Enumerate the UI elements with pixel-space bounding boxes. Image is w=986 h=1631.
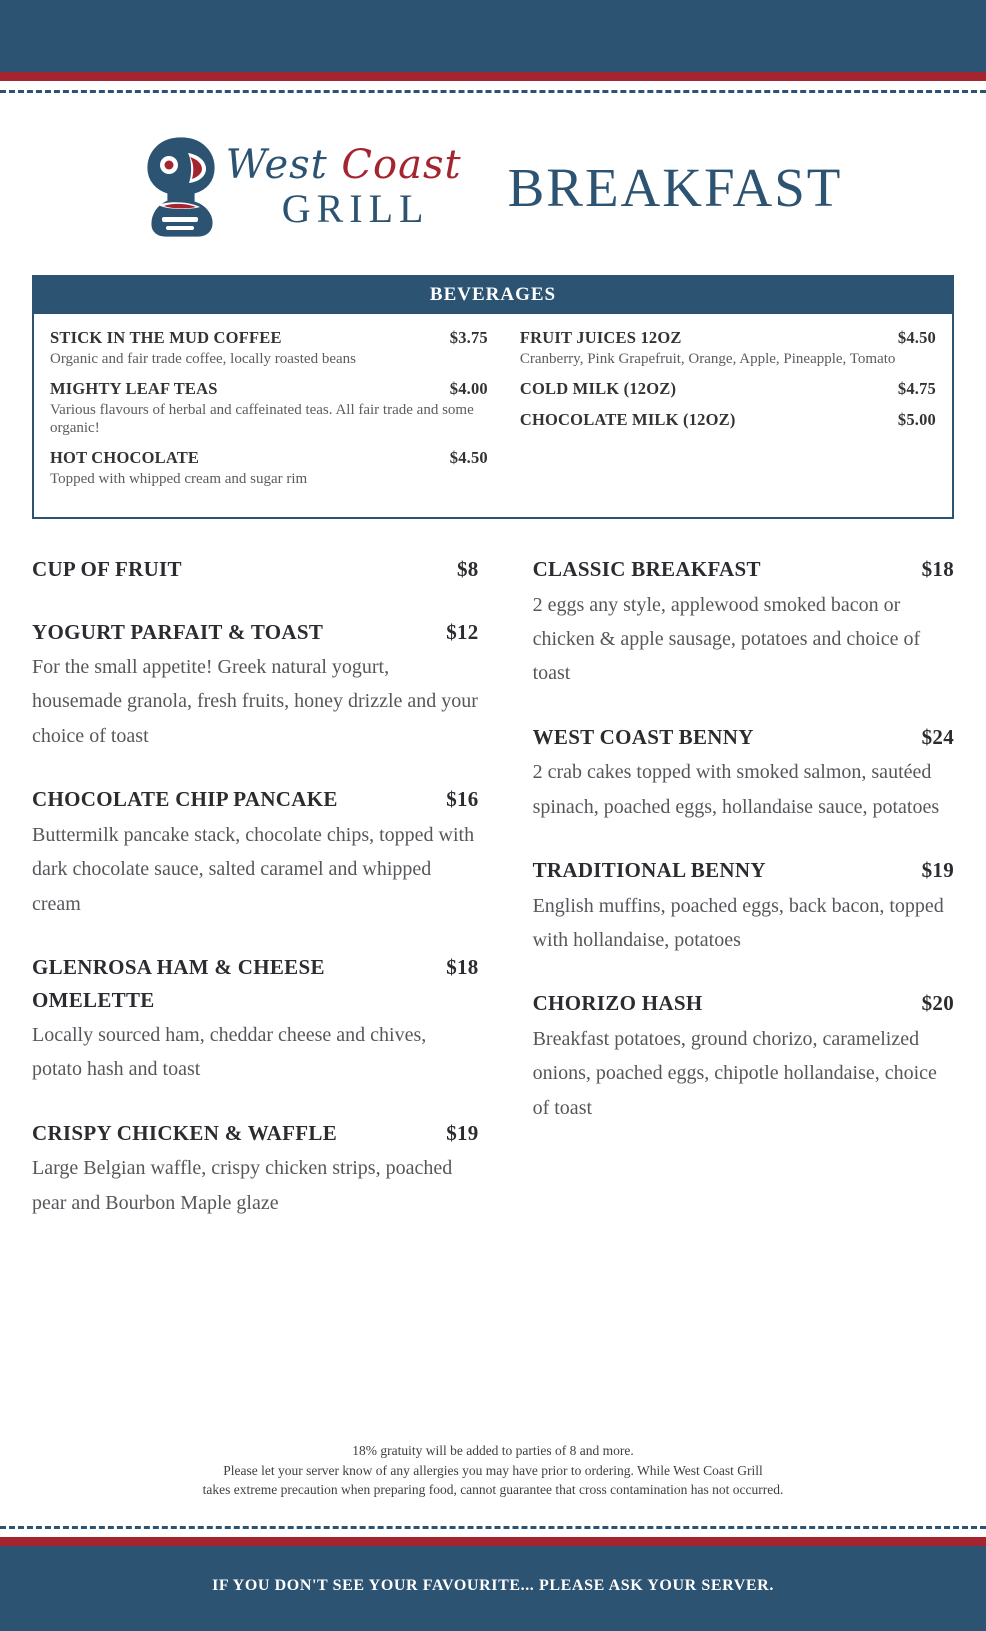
menu-item-price: $16 [446, 787, 479, 812]
menu-item [533, 854, 954, 957]
menu-item-name: TRADITIONAL BENNY [532, 858, 766, 883]
footer-note-line-3: takes extreme precaution when preparing food, cannot guarantee that cross contamination has not occurred. [202, 1482, 784, 1498]
menu-item-description: Breakfast potatoes, ground chorizo, caramelized onions, poached eggs, chipotle hollandaise, choice of toast [532, 1027, 937, 1119]
menu-item-name: CRISPY CHICKEN & WAFFLE [32, 1120, 338, 1145]
beverage-price: $4.50 [449, 448, 488, 467]
beverage-price: $5.00 [897, 410, 936, 429]
menu-item-price: $19 [921, 858, 954, 883]
bottom-dashed-divider [0, 1526, 986, 1529]
menu-item-description: Large Belgian waffle, crispy chicken strips, poached pear and Bourbon Maple glaze [32, 1157, 453, 1214]
menu-item-description: For the small appetite! Greek natural yogurt, housemade granola, fresh fruits, honey drizzle and your choice of toast [32, 656, 478, 747]
menu-item-price: $18 [921, 557, 954, 581]
menu-item-price: $12 [446, 619, 479, 644]
breakfast-menu [32, 553, 954, 1250]
beverage-description: Cranberry, Pink Grapefruit, Orange, Apple, Pineapple, Tomato [519, 351, 896, 367]
menu-item-name: CHOCOLATE CHIP PANCAKE [32, 787, 338, 812]
menu-item [32, 1117, 479, 1220]
menu-item-description: English muffins, poached eggs, back bacon, topped with hollandaise, potatoes [532, 894, 944, 951]
menu-item-name: GLENROSA HAM & CHEESE OMELETTE [32, 954, 325, 1012]
beverage-item [520, 328, 936, 368]
beverage-item [50, 379, 488, 437]
beverages-section-title: BEVERAGES [34, 277, 952, 314]
menu-item [32, 553, 479, 586]
top-red-bar [0, 72, 986, 81]
beverage-name: CHOCOLATE MILK (12OZ) [519, 410, 736, 429]
page-title: BREAKFAST [507, 156, 843, 218]
menu-item-price: $8 [456, 557, 479, 581]
menu-item-name: CUP OF FRUIT [32, 557, 182, 581]
beverage-price: $4.00 [449, 379, 488, 398]
beverage-item [520, 379, 936, 399]
menu-item-name: CLASSIC BREAKFAST [532, 557, 761, 581]
menu-footer [0, 1413, 986, 1631]
menu-item-description: 2 crab cakes topped with smoked salmon, sautéed spinach, poached eggs, hollandaise sauce, potatoes [532, 761, 940, 818]
menu-item-price: $24 [921, 724, 954, 749]
beverage-price: $4.50 [897, 328, 936, 347]
footer-note-line-2: Please let your server know of any allergies you may have prior to ordering. While West Coast Grill [223, 1462, 763, 1478]
top-navy-band [0, 0, 986, 72]
menu-item-price: $19 [446, 1120, 479, 1145]
menu-item [533, 721, 954, 824]
bottom-red-bar [0, 1537, 986, 1546]
salmon-formline-logo-icon [144, 135, 218, 239]
beverage-description: Organic and fair trade coffee, locally roasted beans [50, 351, 356, 367]
menu-right-column [507, 553, 954, 1250]
beverage-description: Topped with whipped cream and sugar rim [50, 471, 308, 487]
beverage-price: $3.75 [449, 328, 488, 347]
menu-item [32, 616, 479, 754]
menu-item-description: Locally sourced ham, cheddar cheese and chives, potato hash and toast [32, 1024, 427, 1081]
menu-item-price: $20 [921, 991, 954, 1016]
menu-left-column [32, 553, 479, 1250]
menu-item-name: YOGURT PARFAIT & TOAST [32, 619, 324, 644]
brand-name-line1: West Coast [225, 142, 462, 188]
menu-header [0, 93, 986, 267]
footer-banner: IF YOU DON'T SEE YOUR FAVOURITE... PLEASE ASK YOUR SERVER. [0, 1546, 986, 1631]
beverage-item [50, 448, 488, 488]
beverage-description: Various flavours of herbal and caffeinated teas. All fair trade and some organic! [50, 402, 474, 436]
menu-item-description: Buttermilk pancake stack, chocolate chips, topped with dark chocolate sauce, salted caramel and whipped cream [32, 823, 475, 915]
footer-note-line-1: 18% gratuity will be added to parties of 8 and more. [352, 1443, 634, 1459]
brand-name-line2: GRILL [281, 186, 430, 231]
beverages-right-column [498, 328, 936, 499]
menu-item [32, 783, 479, 921]
beverage-name: MIGHTY LEAF TEAS [50, 379, 218, 398]
beverages-left-column [50, 328, 488, 499]
beverage-price: $4.75 [897, 379, 936, 398]
beverage-name: FRUIT JUICES 12OZ [519, 328, 682, 347]
menu-item [533, 987, 954, 1125]
menu-item [32, 951, 479, 1087]
beverage-item [50, 328, 488, 368]
menu-item-name: WEST COAST BENNY [532, 724, 754, 749]
beverage-name: STICK IN THE MUD COFFEE [50, 328, 282, 347]
beverages-section [32, 275, 954, 519]
beverage-item [520, 410, 936, 430]
menu-item-price: $18 [446, 954, 479, 979]
beverage-name: HOT CHOCOLATE [50, 448, 200, 467]
menu-item-description: 2 eggs any style, applewood smoked bacon or chicken & apple sausage, potatoes and choice of toast [532, 593, 921, 685]
beverage-name: COLD MILK (12OZ) [519, 379, 677, 398]
brand-logo [144, 135, 462, 239]
menu-item [533, 553, 954, 691]
menu-item-name: CHORIZO HASH [532, 991, 703, 1016]
brand-wordmark [225, 142, 462, 231]
footer-notes [40, 1441, 946, 1500]
